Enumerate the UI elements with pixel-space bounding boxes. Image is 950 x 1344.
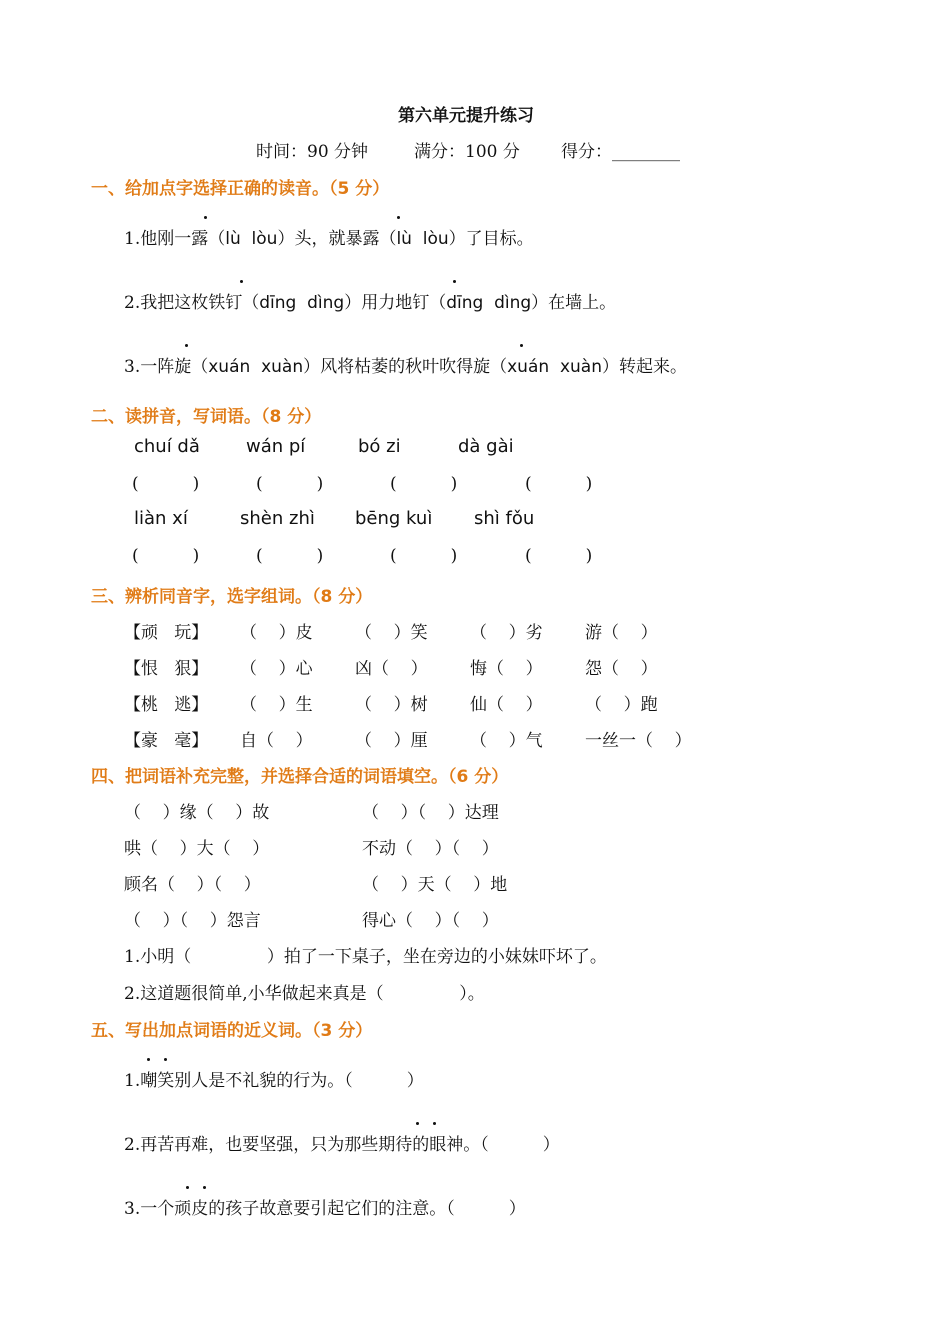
synonym-question[interactable]: 1.嘲笑别人是不礼貌的行为。（ ） xyxy=(124,1071,424,1091)
word-blank[interactable]: （ ）心 xyxy=(240,659,313,679)
char-pair-label: 【桃 逃】 xyxy=(124,695,209,715)
char-pair-label: 【恨 狠】 xyxy=(124,659,209,679)
word-blank[interactable]: （ ）树 xyxy=(355,695,428,715)
idiom-blank[interactable]: （ ）（ ）怨言 xyxy=(124,911,261,931)
word-blank[interactable]: 游（ ） xyxy=(585,623,658,643)
pinyin-item: bó zi xyxy=(358,436,401,457)
idiom-blank[interactable]: 得心（ ）（ ） xyxy=(362,911,499,931)
page-title: 第六单元提升练习 xyxy=(398,106,534,126)
pinyin-item: liàn xí xyxy=(134,508,188,529)
pinyin-item: dà gài xyxy=(458,436,514,457)
answer-blank[interactable]: ( ) xyxy=(256,546,324,566)
pinyin-item: wán pí xyxy=(246,436,306,457)
word-blank[interactable]: 怨（ ） xyxy=(585,659,658,679)
idiom-blank[interactable]: （ ）天（ ）地 xyxy=(362,875,508,895)
emphasis-dot xyxy=(164,1058,167,1061)
answer-blank[interactable]: ( ) xyxy=(132,474,200,494)
emphasis-dot xyxy=(186,1186,189,1189)
emphasis-dot xyxy=(240,280,243,283)
question-1-1: 1.他刚一露（lù lòu）头，就暴露（lù lòu）了目标。 xyxy=(124,229,534,249)
question-1-2: 2.我把这枚铁钉（dīng dìng）用力地钉（dīng dìng）在墙上。 xyxy=(124,293,617,313)
answer-blank[interactable]: ( ) xyxy=(132,546,200,566)
section-4-heading: 四、把词语补充完整，并选择合适的词语填空。（6 分） xyxy=(91,767,509,787)
emphasis-dot xyxy=(433,1122,436,1125)
full-score: 满分：100 分 xyxy=(414,142,520,162)
question-1-3: 3.一阵旋（xuán xuàn）风将枯萎的秋叶吹得旋（xuán xuàn）转起来。 xyxy=(124,357,687,377)
answer-blank[interactable]: ( ) xyxy=(390,546,458,566)
idiom-blank[interactable]: 顾名（ ）（ ） xyxy=(124,875,261,895)
answer-blank[interactable]: ( ) xyxy=(525,546,593,566)
section-1-heading: 一、给加点字选择正确的读音。（5 分） xyxy=(91,179,390,199)
pinyin-item: shèn zhì xyxy=(240,508,315,529)
word-blank[interactable]: 自（ ） xyxy=(240,731,313,751)
emphasis-dot xyxy=(397,216,400,219)
answer-blank[interactable]: ( ) xyxy=(390,474,458,494)
word-blank[interactable]: （ ）厘 xyxy=(355,731,428,751)
emphasis-dot xyxy=(453,280,456,283)
idiom-blank[interactable]: （ ）缘（ ）故 xyxy=(124,803,270,823)
word-blank[interactable]: （ ）劣 xyxy=(470,623,543,643)
answer-blank[interactable]: ( ) xyxy=(256,474,324,494)
fill-sentence[interactable]: 2.这道题很简单,小华做起来真是（ ）。 xyxy=(124,984,485,1004)
time-limit: 时间：90 分钟 xyxy=(256,142,369,162)
word-blank[interactable]: （ ）皮 xyxy=(240,623,313,643)
synonym-question[interactable]: 3.一个顽皮的孩子故意要引起它们的注意。（ ） xyxy=(124,1199,526,1219)
word-blank[interactable]: （ ）生 xyxy=(240,695,313,715)
emphasis-dot xyxy=(520,344,523,347)
fill-sentence[interactable]: 1.小明（ ）拍了一下桌子，坐在旁边的小妹妹吓坏了。 xyxy=(124,947,607,967)
word-blank[interactable]: （ ）笑 xyxy=(355,623,428,643)
word-blank[interactable]: 凶（ ） xyxy=(355,659,428,679)
emphasis-dot xyxy=(204,216,207,219)
pinyin-item: shì fǒu xyxy=(474,508,535,529)
pinyin-item: chuí dǎ xyxy=(134,436,200,457)
emphasis-dot xyxy=(147,1058,150,1061)
answer-blank[interactable]: ( ) xyxy=(525,474,593,494)
char-pair-label: 【顽 玩】 xyxy=(124,623,209,643)
section-5-heading: 五、写出加点词语的近义词。（3 分） xyxy=(91,1021,373,1041)
word-blank[interactable]: （ ）跑 xyxy=(585,695,658,715)
emphasis-dot xyxy=(203,1186,206,1189)
section-3-heading: 三、辨析同音字，选字组词。（8 分） xyxy=(91,587,373,607)
word-blank[interactable]: 悔（ ） xyxy=(470,659,543,679)
word-blank[interactable]: （ ）气 xyxy=(470,731,543,751)
word-blank[interactable]: 仙（ ） xyxy=(470,695,543,715)
idiom-blank[interactable]: （ ）（ ）达理 xyxy=(362,803,499,823)
word-blank[interactable]: 一丝一（ ） xyxy=(585,731,692,751)
char-pair-label: 【豪 毫】 xyxy=(124,731,209,751)
idiom-blank[interactable]: 不动（ ）（ ） xyxy=(362,839,499,859)
emphasis-dot xyxy=(416,1122,419,1125)
emphasis-dot xyxy=(185,344,188,347)
pinyin-item: bēng kuì xyxy=(355,508,433,529)
section-2-heading: 二、读拼音，写词语。（8 分） xyxy=(91,407,322,427)
score-blank[interactable]: 得分：________ xyxy=(561,142,680,162)
synonym-question[interactable]: 2.再苦再难，也要坚强，只为那些期待的眼神。（ ） xyxy=(124,1135,560,1155)
idiom-blank[interactable]: 哄（ ）大（ ） xyxy=(124,839,270,859)
